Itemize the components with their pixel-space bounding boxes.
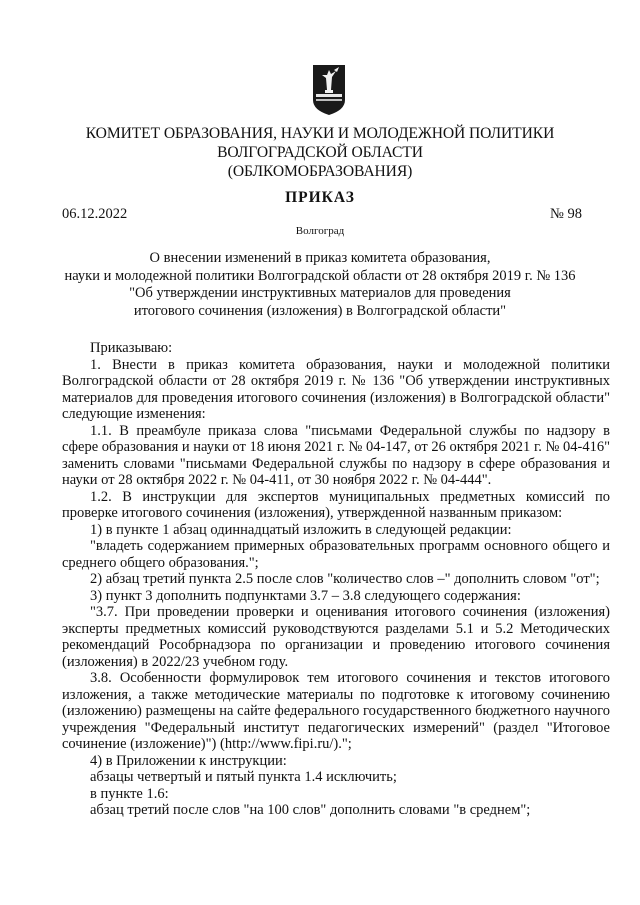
- subject-line4: итогового сочинения (изложения) в Волгоградской области": [133, 302, 507, 319]
- body-paragraph: 1.1. В преамбуле приказа слова "письмами Федеральной службы по надзору в сфере образования и науки от 18 июня 2021 г. № 04-147, от 26 октября 2021 г. № 04-416" заменить словами "письмами Федеральной службы по надзору в сфере образования и науки от 28 октября 2022 г. № 04-411, от 30 ноября 2022 г. № 04-444".: [62, 422, 610, 488]
- order-city: Волгоград: [295, 225, 345, 237]
- order-number: № 98: [550, 206, 582, 222]
- body-paragraph: 1) в пункте 1 абзац одиннадцатый изложить в следующей редакции:: [90, 521, 512, 538]
- subject-line1: О внесении изменений в приказ комитета образования,: [149, 250, 491, 266]
- order-subject: [0, 250, 640, 320]
- order-body: [62, 340, 610, 819]
- coat-of-arms-icon: [312, 64, 346, 116]
- body-paragraph: "3.7. При проведении проверки и оценивания итогового сочинения (изложения) эксперты предметных комиссий руководствуются разделами 5.1 и 5.2 Методических рекомендаций Рособрнадзора по организации и проведению итогового сочинения (изложения) в 2022/23 учебном году.: [62, 604, 610, 670]
- issuer-header: [0, 124, 640, 181]
- body-paragraph: 1.2. В инструкции для экспертов муниципальных предметных комиссий по проверке итогового сочинения (изложения), утвержденной названным приказом:: [62, 488, 610, 521]
- body-paragraph: абзац третий после слов "на 100 слов" дополнить словами "в среднем";: [90, 802, 531, 818]
- body-paragraph: 2) абзац третий пункта 2.5 после слов "количество слов –" дополнить словом "от";: [90, 571, 600, 587]
- body-paragraph: "владеть содержанием примерных образовательных программ основного общего и среднего общего образования.";: [62, 538, 610, 571]
- subject-line2: науки и молодежной политики Волгоградской области от 28 октября 2019 г. № 136: [64, 267, 576, 284]
- body-paragraph: 4) в Приложении к инструкции:: [90, 752, 287, 769]
- body-paragraph: 3) пункт 3 дополнить подпунктами 3.7 – 3.8 следующего содержания:: [90, 587, 521, 604]
- issuer-name-line1: КОМИТЕТ ОБРАЗОВАНИЯ, НАУКИ И МОЛОДЕЖНОЙ ПОЛИТИКИ: [85, 125, 555, 142]
- body-paragraph: абзацы четвертый и пятый пункта 1.4 исключить;: [90, 769, 397, 785]
- issuer-name-line3: (ОБЛКОМОБРАЗОВАНИЯ): [227, 163, 413, 180]
- issuer-name-line2: ВОЛГОГРАДСКОЙ ОБЛАСТИ: [217, 144, 423, 161]
- body-paragraph: Приказываю:: [90, 340, 173, 356]
- body-paragraph: в пункте 1.6:: [90, 785, 169, 802]
- body-paragraph: 1. Внести в приказ комитета образования, науки и молодежной политики Волгоградской области от 28 октября 2019 г. № 136 "Об утверждении инструктивных материалов для проведения итогового сочинения (изложения) в Волгоградской области" следующие изменения:: [62, 356, 610, 422]
- subject-line3: "Об утверждении инструктивных материалов для проведения: [129, 285, 511, 302]
- order-date: 06.12.2022: [62, 206, 128, 222]
- body-paragraph: 3.8. Особенности формулировок тем итогового сочинения и текстов итогового изложения, а также методические материалы по подготовке к итоговому сочинению (изложению) размещены на сайте федерального государственного бюджетного научного учреждения "Федеральный институт педагогических измерений" (раздел "Итоговое сочинение (изложение)") (http://www.fipi.ru/).";: [62, 670, 610, 752]
- document-title: ПРИКАЗ: [285, 189, 355, 206]
